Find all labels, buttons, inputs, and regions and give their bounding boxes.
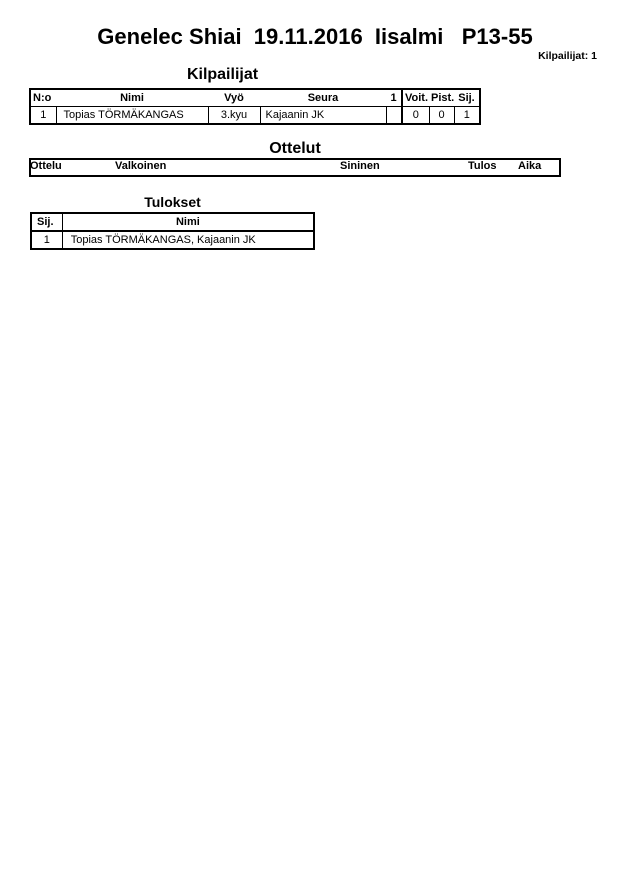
col-header-belt: Vyö — [224, 92, 244, 104]
col-header-time: Aika — [518, 160, 542, 172]
section-heading-results: Tulokset — [144, 194, 201, 210]
col-header-wins: Voit. — [402, 89, 429, 107]
col-header-result: Tulos — [468, 160, 497, 172]
section-heading-matches: Ottelut — [269, 140, 321, 157]
result-row — [31, 231, 314, 249]
section-heading-competitors: Kilpailijat — [186, 66, 259, 83]
competitor-belt: 3.kyu — [208, 107, 260, 125]
col-header-blue: Sininen — [340, 160, 380, 172]
page-title: Genelec Shiai 19.11.2016 Iisalmi P13-55 — [97, 24, 533, 49]
competitor-wins: 0 — [402, 107, 429, 125]
col-header-no: N:o — [33, 92, 52, 104]
competitor-points: 0 — [429, 107, 454, 125]
col-header-name: Nimi — [120, 92, 144, 104]
col-header-points: Pist. — [431, 92, 454, 104]
matches-table — [29, 158, 561, 177]
col-header-match: Ottelu — [30, 160, 62, 172]
col-header-place: Sij. — [458, 92, 475, 104]
competitor-name: Topias TÖRMÄKANGAS — [56, 107, 208, 125]
results-table — [30, 212, 315, 250]
col-header-pool: 1 — [390, 92, 397, 104]
competitors-count: Kilpailijat: 1 — [538, 50, 597, 62]
competitor-pool-cell — [386, 107, 402, 125]
competitor-place: 1 — [454, 107, 480, 125]
col-header-place: Sij. — [31, 213, 62, 231]
results-header-row — [31, 213, 314, 231]
competitor-no: 1 — [40, 109, 47, 121]
col-header-white: Valkoinen — [115, 160, 167, 172]
competitors-header-row — [30, 89, 480, 107]
competitor-club: Kajaanin JK — [260, 107, 386, 125]
competitor-row — [30, 107, 480, 125]
col-header-club: Seura — [307, 92, 339, 104]
col-header-name: Nimi — [175, 216, 200, 228]
competitors-table — [29, 88, 481, 125]
result-place: 1 — [31, 231, 62, 249]
result-name: Topias TÖRMÄKANGAS, Kajaanin JK — [70, 234, 256, 246]
